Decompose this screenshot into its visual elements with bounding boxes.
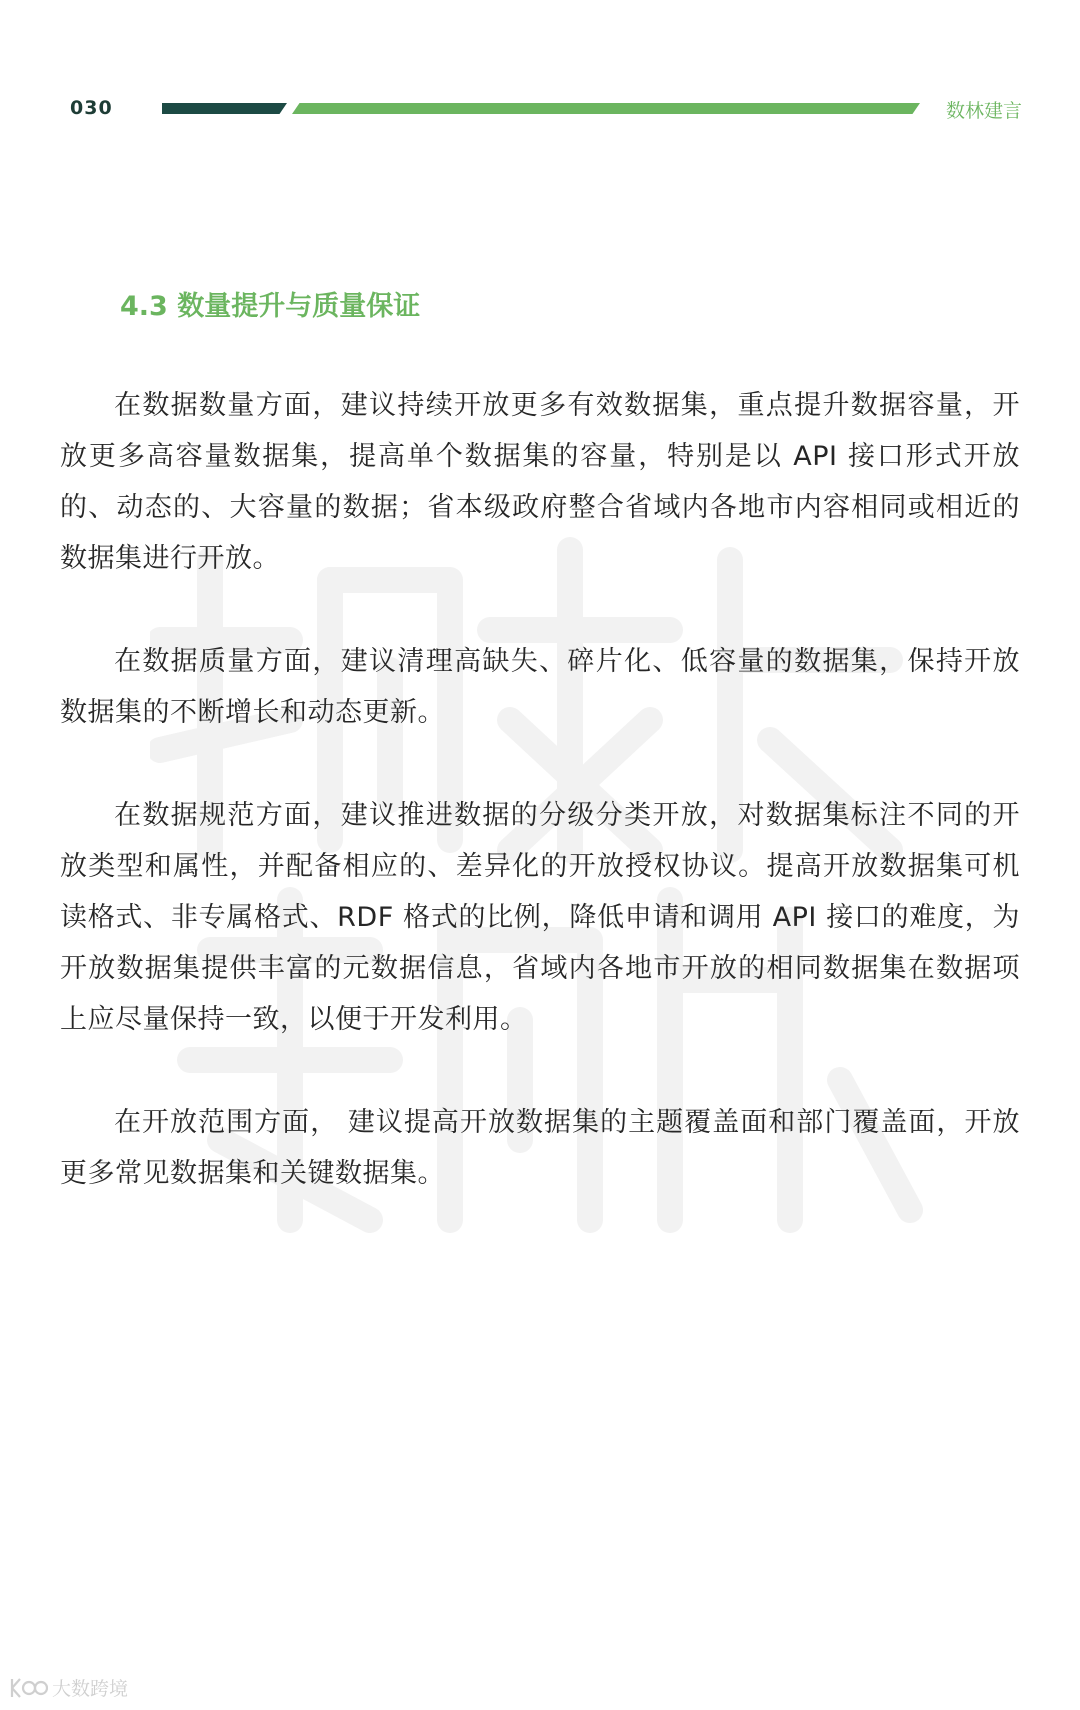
paragraph-scope: 在开放范围方面， 建议提高开放数据集的主题覆盖面和部门覆盖面，开放更多常见数据集和关键数据集。	[60, 1107, 1020, 1189]
paragraph-quantity: 在数据数量方面，建议持续开放更多有效数据集，重点提升数据容量，开放更多高容量数据集，提高单个数据集的容量，特别是以 API 接口形式开放的、动态的、大容量的数据；省本级政府整合省域内各地市内容相同或相近的数据集进行开放。	[60, 390, 1020, 574]
page-header	[0, 0, 1080, 200]
footer-logo-text: 大数跨境	[52, 1678, 129, 1700]
footer-logo	[8, 1674, 128, 1701]
footer-logo-icon	[8, 1675, 48, 1701]
body-text	[60, 380, 1020, 1251]
page-number: 030	[70, 97, 113, 119]
header-dark-bar	[162, 103, 287, 114]
paragraph-standards: 在数据规范方面，建议推进数据的分级分类开放，对数据集标注不同的开放类型和属性，并配备相应的、差异化的开放授权协议。提高开放数据集可机读格式、非专属格式、RDF 格式的比例，降低申请和调用 API 接口的难度，为开放数据集提供丰富的元数据信息，省域内各地市开放的相同数据集在数据项上应尽量保持一致，以便于开发利用。	[60, 800, 1020, 1035]
section-heading: 4.3 数量提升与质量保证	[120, 291, 421, 322]
paragraph-quality: 在数据质量方面，建议清理高缺失、碎片化、低容量的数据集，保持开放数据集的不断增长和动态更新。	[60, 646, 1020, 728]
header-green-bar	[292, 103, 920, 114]
section-label: 数林建言	[945, 100, 1022, 122]
